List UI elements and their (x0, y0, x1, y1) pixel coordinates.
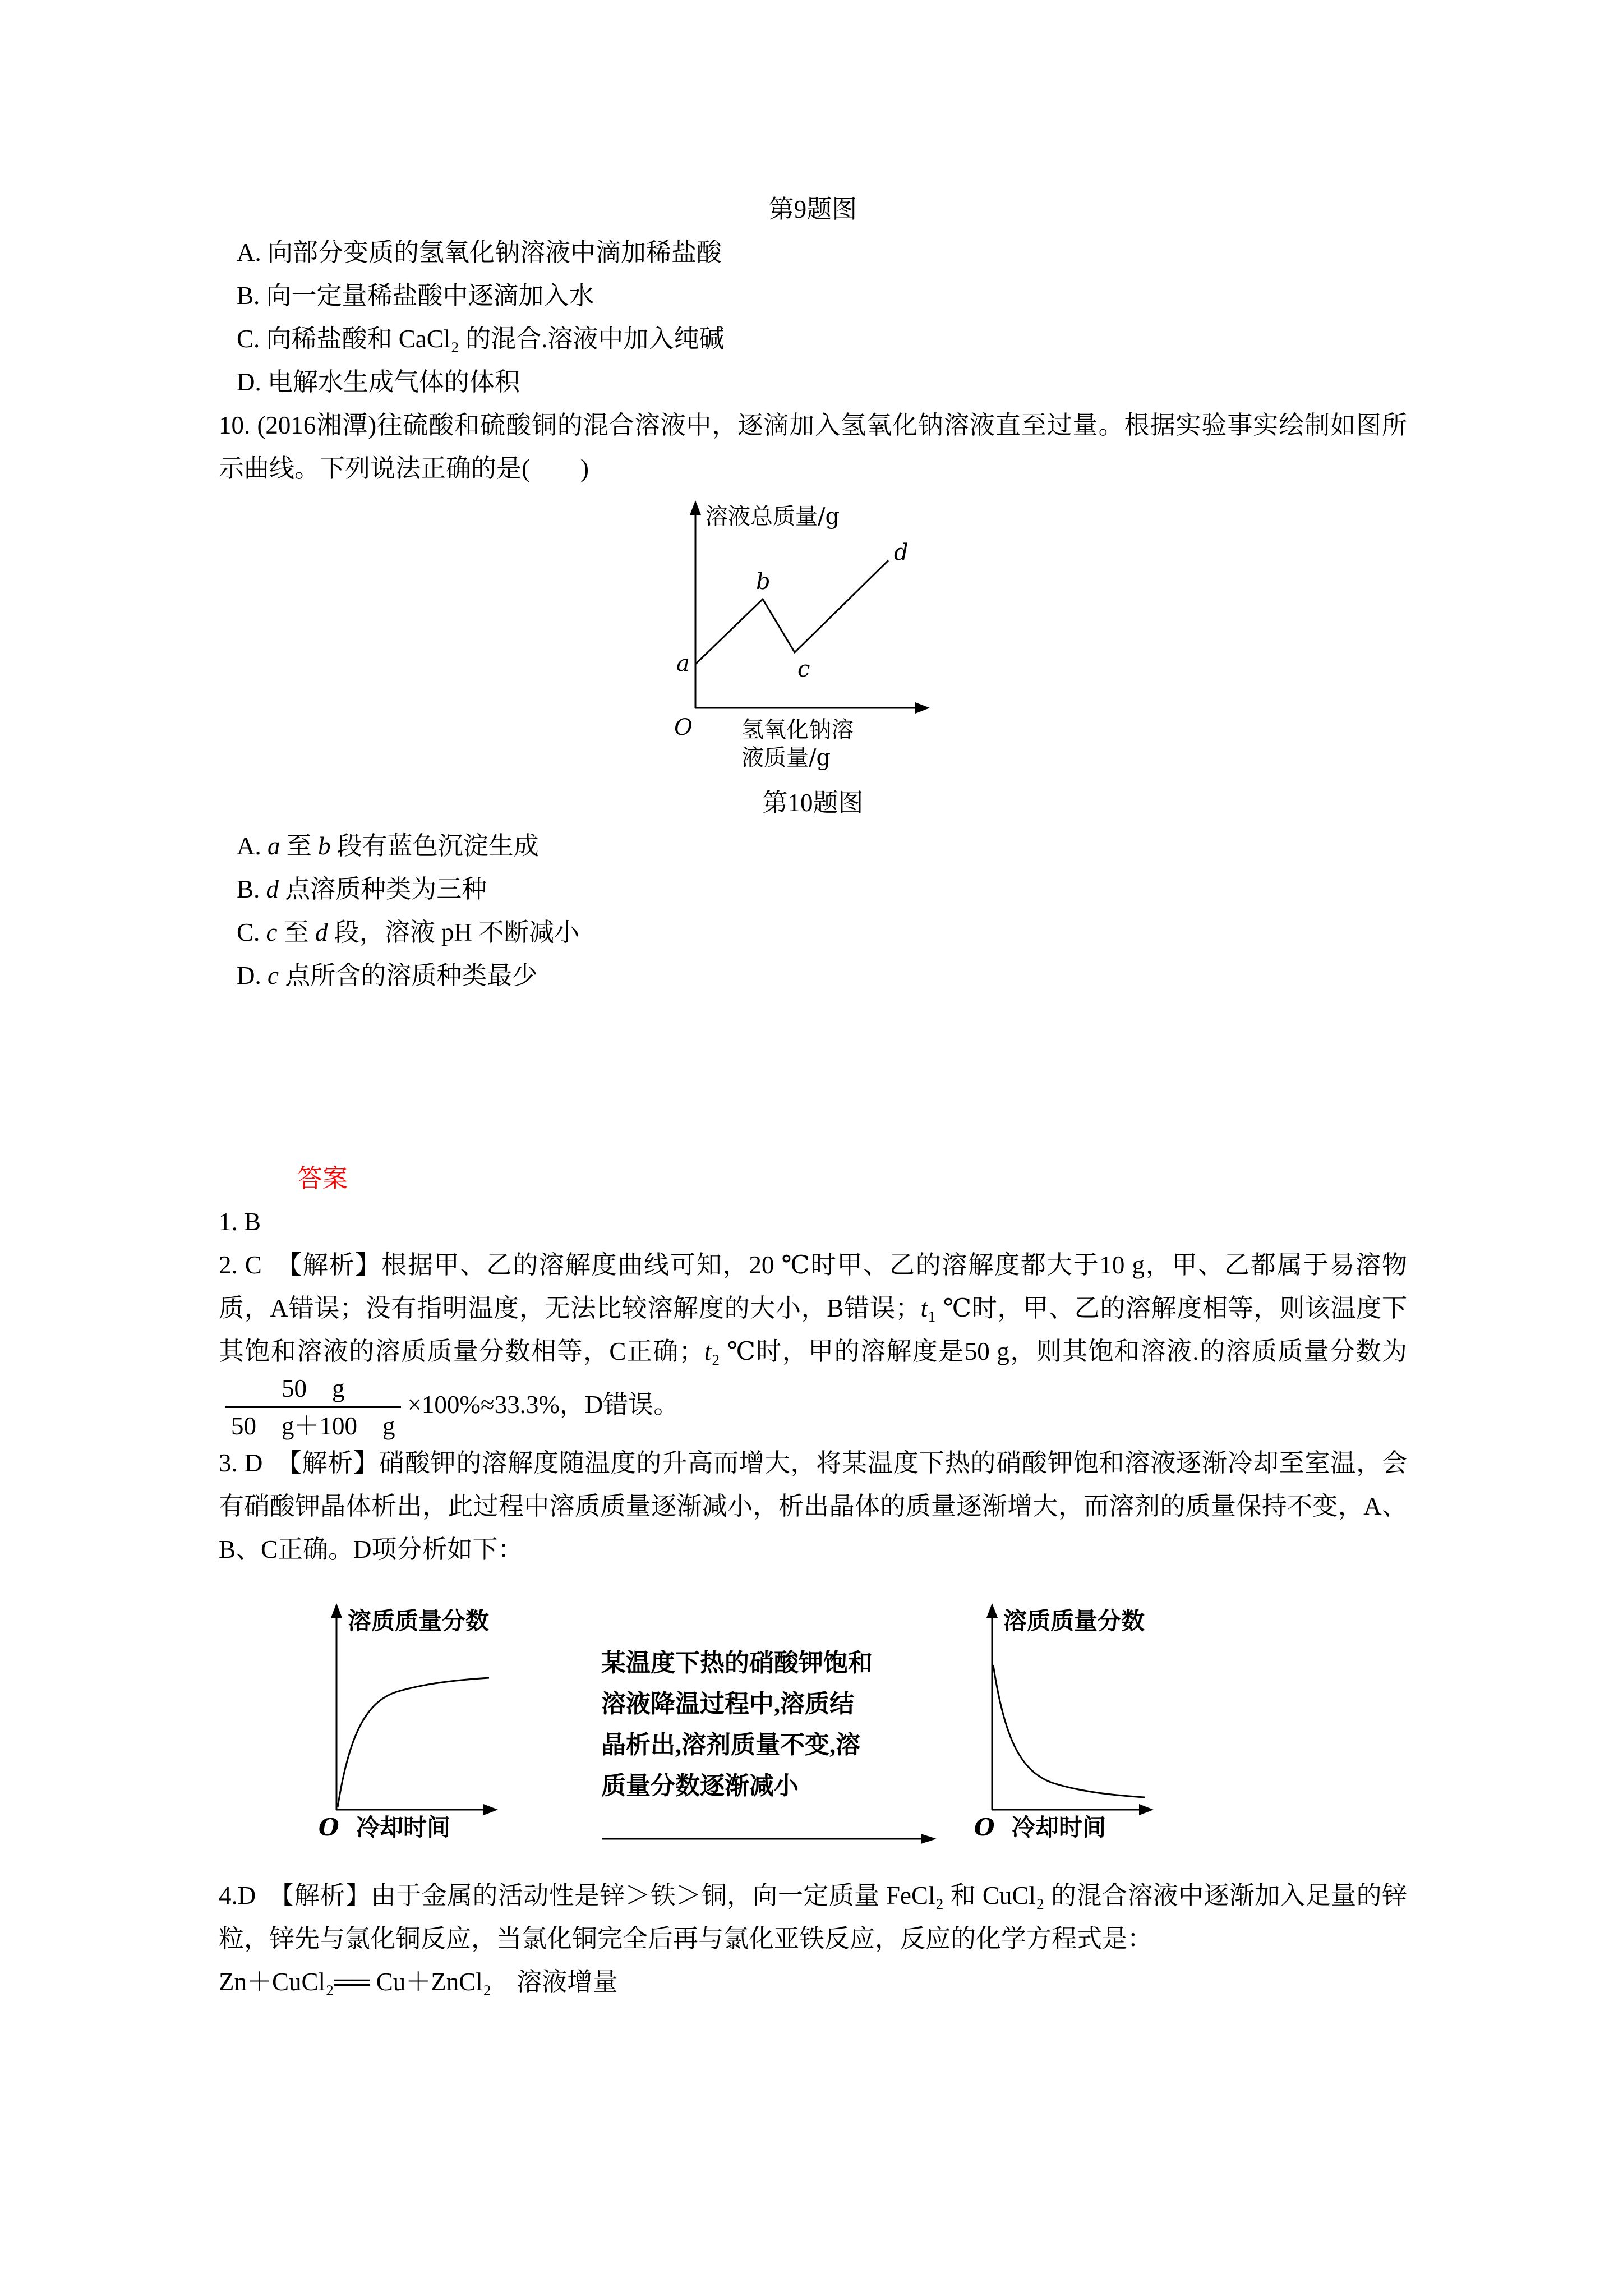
answer-2-text-post: ×100%≈33.3%，D错误。 (407, 1391, 679, 1419)
fraction-numerator: 50 g (225, 1373, 401, 1408)
q10-figure (219, 495, 1407, 781)
x-axis-arrowhead (483, 1804, 498, 1815)
q9-option-a: A. 向部分变质的氢氧化钠溶液中滴加稀盐酸 (237, 238, 722, 266)
y-axis-label: 溶液总质量/g (705, 504, 840, 530)
figure9-caption: 第9题图 (768, 195, 857, 223)
cooling-charts-row (303, 1596, 1407, 1855)
point-d-label: d (893, 540, 909, 565)
y-axis-arrowhead (986, 1603, 998, 1618)
answers-heading: 答案 (297, 1165, 348, 1193)
mass-fraction-formula (225, 1373, 401, 1442)
q10-option-c: C. c 至 d 段，溶液 pH 不断减小 (237, 918, 580, 946)
answer-2-text-pre: 2. C 【解析】根据甲、乙的溶解度曲线可知，20 ℃时甲、乙的溶解度都大于10 g，甲、乙都属于易溶物质，A错误；没有指明温度，无法比较溶解度的大小，B错误；t₁ ℃时，甲、乙的溶解度相等，则该温度下其饱和溶液的溶质质量分数相等，C正确；t₂ ℃时，甲的溶解度是50 g，则其饱和溶液.的溶质质量分数为 (219, 1251, 1408, 1365)
x-axis-arrowhead (915, 702, 930, 714)
figure10-caption: 第10题图 (762, 789, 864, 817)
q10-option-a: A. a 至 b 段有蓝色沉淀生成 (237, 832, 539, 860)
note-line-4: 质量分数逐渐减小 (601, 1772, 799, 1800)
y-axis-label: 溶质质量分数 (1003, 1607, 1145, 1635)
x-axis-label: 冷却时间 (356, 1813, 451, 1841)
origin-label: O (319, 1813, 339, 1841)
point-b-label: b (755, 569, 771, 595)
decreasing-cooling-chart (958, 1596, 1250, 1855)
q9-option-b: B. 向一定量稀盐酸中逐滴加入水 (237, 282, 594, 310)
q10-chart (656, 495, 970, 775)
increasing-cooling-chart (303, 1596, 594, 1855)
cooling-note-text (601, 1642, 952, 1806)
y-axis-label: 溶质质量分数 (348, 1607, 490, 1635)
answer-1: 1. B (219, 1208, 261, 1236)
note-line-2: 溶液降温过程中,溶质结 (601, 1690, 854, 1718)
q10-option-d: D. c 点所含的溶质种类最少 (237, 961, 538, 990)
q10-option-b: B. d 点溶质种类为三种 (237, 875, 487, 903)
note-line-1: 某温度下热的硝酸钾饱和 (601, 1649, 873, 1677)
solution-mass-curve (695, 560, 888, 664)
origin-label: O (974, 1813, 995, 1841)
q9-options (219, 231, 1407, 404)
arrow-head (921, 1834, 937, 1844)
x-axis-label-line2: 液质量/g (741, 745, 831, 771)
x-axis-label: 冷却时间 (1012, 1813, 1106, 1841)
q10-options (219, 825, 1407, 997)
answer-2 (219, 1244, 1407, 1442)
origin-label: O (674, 715, 693, 740)
q10-stem: 10. (2016湘潭)往硫酸和硫酸铜的混合溶液中，逐滴加入氢氧化钠溶液直至过量。根据实验事实绘制如图所示曲线。下列说法正确的是( ) (219, 411, 1407, 482)
cooling-note-block (601, 1596, 952, 1848)
right-arrow (601, 1830, 938, 1848)
answer-4: 4.D 【解析】由于金属的活动性是锌＞铁＞铜，向一定质量 FeCl₂ 和 CuCl₂ 的混合溶液中逐渐加入足量的锌粒，锌先与氯化铜反应，当氯化铜完全后再与氯化亚铁反应，反应的化学方程式是： (219, 1881, 1407, 1953)
x-axis-label-line1: 氢氧化钠溶 (741, 717, 854, 743)
decreasing-curve (993, 1665, 1145, 1797)
chemical-equation: Zn＋CuCl₂══ Cu＋ZnCl₂ 溶液增量 (219, 1967, 618, 1996)
increasing-curve (338, 1678, 489, 1807)
x-axis-arrowhead (1139, 1804, 1154, 1815)
fraction-denominator: 50 g＋100 g (231, 1412, 395, 1441)
note-line-3: 晶析出,溶剂质量不变,溶 (601, 1731, 860, 1759)
q9-option-c: C. 向稀盐酸和 CaCl₂ 的混合.溶液中加入纯碱 (237, 325, 725, 353)
answer-3: 3. D 【解析】硝酸钾的溶解度随温度的升高而增大，将某温度下热的硝酸钾饱和溶液逐渐冷却至室温，会有硝酸钾晶体析出，此过程中溶质质量逐渐减小，析出晶体的质量逐渐增大，而溶剂的质量保持不变，A、B、C正确。D项分析如下： (219, 1448, 1407, 1563)
point-a-label: a (676, 651, 690, 677)
q9-option-d: D. 电解水生成气体的体积 (237, 368, 520, 396)
point-c-label: c (797, 656, 810, 682)
y-axis-arrowhead (690, 500, 701, 515)
y-axis-arrowhead (331, 1603, 342, 1618)
